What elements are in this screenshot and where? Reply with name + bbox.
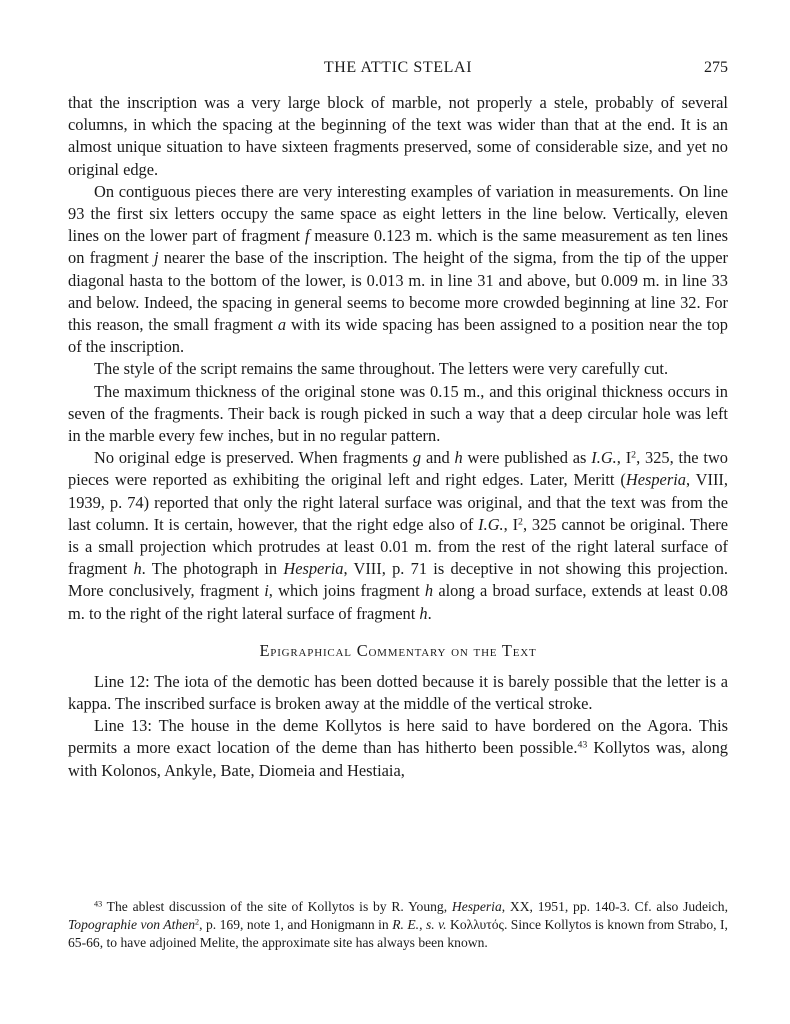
paragraph-text: with its wide spacing has been assigned to a position near the top of the inscription.: [68, 315, 728, 357]
citation-re: R. E.: [392, 917, 420, 932]
running-title: THE ATTIC STELAI: [323, 59, 473, 76]
citation-ig: I.G.: [478, 514, 504, 534]
running-header: [68, 59, 728, 81]
paragraph-1: that the inscription was a very large block of marble, not properly a stele, probably of several columns, in which the spacing at the beginning of the text was wider than that at the end. It is an almost unique situation to have sixteen fragments preserved, some of considerable size, and yet no original edge.: [68, 93, 728, 179]
footnote-text: ,: [419, 917, 423, 932]
paragraph-6: Line 12: The iota of the demotic has been dotted because it is barely possible that the letter is a kappa. The inscribed surface is broken away at the middle of the vertical stroke.: [68, 671, 728, 714]
paragraph-text: were published as: [467, 448, 587, 468]
paragraph-text: , VIII, p. 71 is deceptive in not showing this projection. More conclusively, fragment: [68, 559, 728, 601]
page-number: 275: [704, 59, 728, 76]
footnote-text: The ablest discussion of the site of Kollytos is by R. Young,: [106, 899, 448, 914]
fragment-label: h: [419, 603, 428, 623]
body-text: [68, 92, 728, 782]
paragraph-text: . The photograph in: [141, 559, 278, 579]
fragment-label: h: [133, 559, 142, 579]
paragraph-3: The style of the script remains the same throughout. The letters were very carefully cut.: [94, 359, 669, 379]
paragraph-text: Kollytos was, along with Kolonos, Ankyle, Bate, Diomeia and Hestiaia,: [68, 738, 728, 780]
paragraph-text: On contiguous pieces there are very interesting examples of variation in measurements. On line 93 the first six letters occupy the same space as eight letters in the line below. Vertically, eleven lines on the lower part of fragment: [68, 181, 728, 246]
paragraph-text: .: [427, 603, 432, 623]
paragraph-7: [68, 715, 728, 782]
footnotes: [68, 898, 728, 952]
citation-topographie: Topographie von Athen: [68, 917, 196, 932]
footnote-text: . Since Kollytos is known from Strabo, I, 65-66, to have adjoined Melite, the approximate site has always been known.: [68, 917, 728, 950]
superscript: 2: [518, 516, 523, 528]
paragraph-text: measure 0.123 m. which is the same measurement as ten lines on fragment: [68, 226, 728, 268]
fragment-label: j: [153, 248, 159, 268]
citation-hesperia: Hesperia: [451, 899, 502, 914]
fragment-label: h: [424, 581, 434, 601]
superscript: 2: [631, 449, 637, 461]
paragraph-text: nearer the base of the inscription. The height of the sigma, from the tip of the upper diagonal hasta to the bottom of the lower, is 0.013 m. in line 31 and above, but 0.009 m. in line 33 and below. Indeed, the spacing in general seems to become more crowded beginning at line 32. For this reason, the small fragment: [68, 248, 728, 335]
fragment-label: h: [454, 448, 463, 468]
paragraph-2: [68, 181, 728, 359]
paragraph-5: [68, 447, 728, 625]
paragraph-text: , which joins fragment: [268, 581, 420, 601]
paragraph-text: No original edge is preserved. When fragments: [94, 448, 409, 468]
paragraph-text: and: [425, 448, 450, 468]
fragment-label: f: [304, 226, 310, 246]
greek-word: Κολλυτός: [450, 917, 504, 932]
paragraph-text: , 325, the two pieces were reported as exhibiting the original left and right edges. Later, Meritt (: [68, 448, 728, 490]
superscript: 2: [195, 917, 200, 927]
section-heading: Epigraphical Commentary on the Text: [259, 640, 537, 660]
citation-hesperia: Hesperia: [283, 559, 344, 579]
footnote-43: [68, 898, 728, 952]
footnote-text: , p. 169, note 1, and Honigmann in: [199, 917, 389, 932]
footnote-text: , XX, 1951, pp. 140-3. Cf. also Judeich,: [501, 899, 728, 914]
citation-sv: s. v.: [425, 917, 447, 932]
footnote-number: 43: [94, 899, 103, 909]
paragraph-text: , 325 cannot be original. There is a small projection which protrudes at least 0.01 m. from the rest of the right lateral surface of fragment: [68, 514, 728, 579]
paragraph-text: , I: [503, 514, 519, 534]
fragment-label: a: [277, 315, 287, 335]
citation-ig: I.G.: [591, 448, 617, 468]
paragraph-text: , I: [616, 448, 632, 468]
paragraph-text: along a broad surface, extends at least 0.08 m. to the right of the right lateral surface of fragment: [68, 581, 728, 623]
paragraph-4: The maximum thickness of the original stone was 0.15 m., and this original thickness occurs in seven of the fragments. Their back is rough picked in such a way that a deep circular hole was left in the marble every few inches, but in no regular pattern.: [68, 381, 728, 446]
fragment-label: i: [264, 581, 269, 601]
paragraph-text: , VIII, 1939, p. 74) reported that only the right lateral surface was original, and that the text was from the last column. It is certain, however, that the right edge also of: [68, 470, 728, 534]
fragment-label: g: [412, 448, 422, 468]
citation-hesperia: Hesperia: [625, 470, 686, 490]
footnote-reference[interactable]: 43: [577, 740, 588, 752]
paragraph-text: Line 13: The house in the deme Kollytos is here said to have bordered on the Agora. This permits a more exact location of the deme than has hitherto been possible.: [68, 716, 728, 758]
